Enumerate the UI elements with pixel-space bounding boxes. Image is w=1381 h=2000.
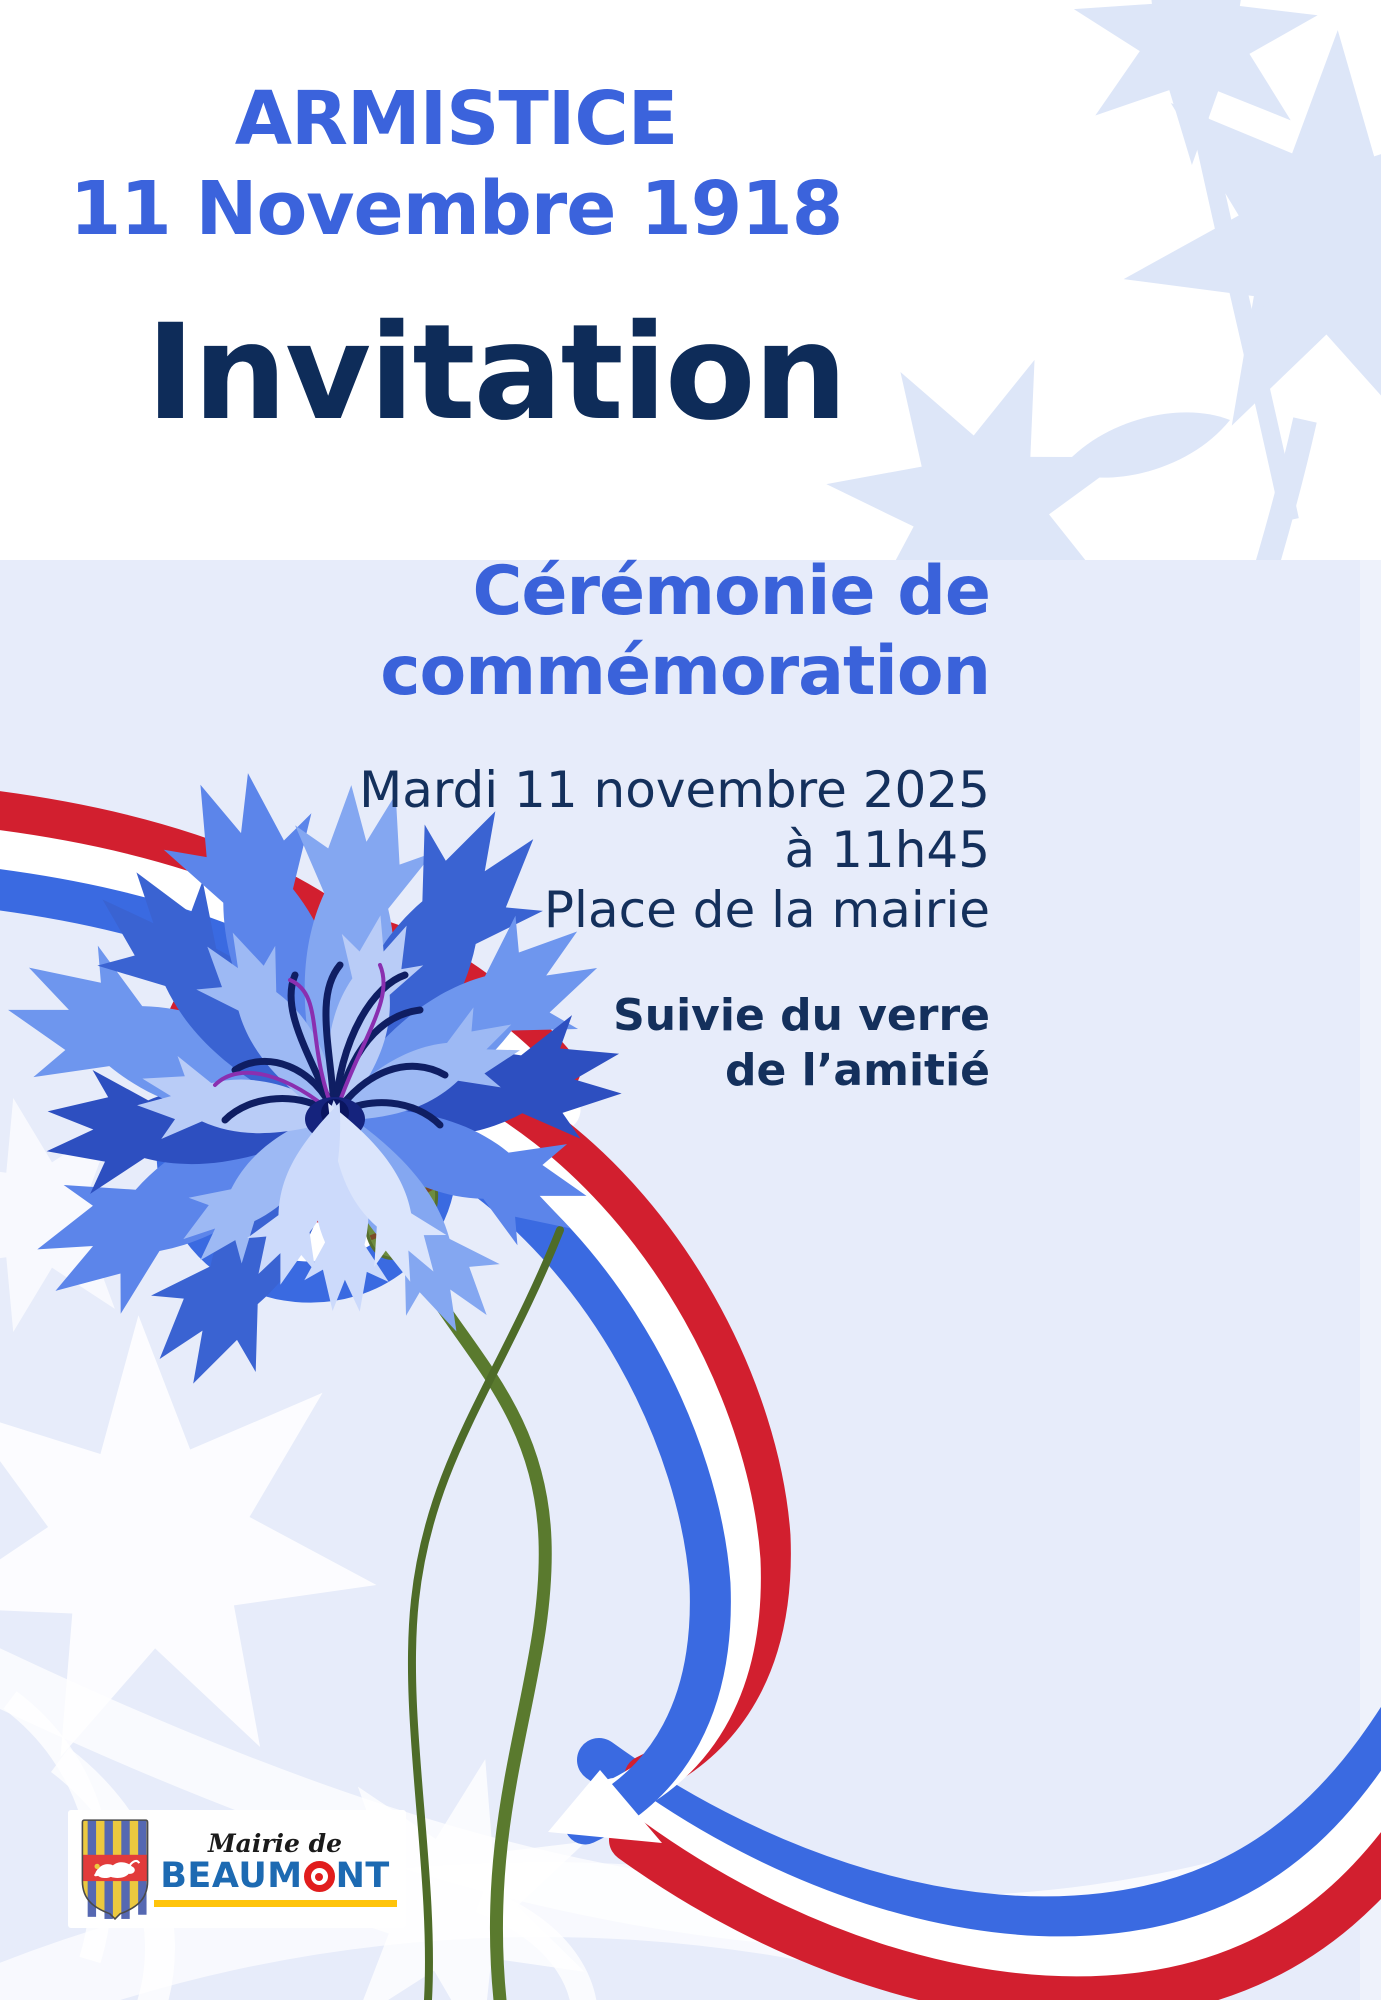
followup-line1: Suivie du verre xyxy=(613,990,990,1041)
logo-yellow-underline xyxy=(154,1900,397,1907)
ceremony-time: à 11h45 xyxy=(784,821,990,879)
mairie-logo-text xyxy=(150,1831,406,1906)
ceremony-followup xyxy=(10,988,990,1098)
armistice-line2: 11 Novembre 1918 xyxy=(69,166,843,253)
ceremony-details xyxy=(10,760,990,940)
beaumont-wordmark xyxy=(160,1856,390,1896)
beaumont-coat-of-arms-icon xyxy=(80,1818,150,1920)
ceremony-title xyxy=(10,552,990,712)
beaumont-name-end: NT xyxy=(335,1856,390,1897)
ceremony-place: Place de la mairie xyxy=(543,881,990,939)
mairie-script-label: Mairie de xyxy=(207,1829,343,1859)
armistice-heading xyxy=(0,74,912,255)
mairie-logo xyxy=(68,1810,406,1928)
armistice-line1: ARMISTICE xyxy=(234,76,678,162)
ceremony-title-line2: commémoration xyxy=(380,632,990,712)
ceremony-title-line1: Cérémonie de xyxy=(472,552,990,631)
invitation-title: Invitation xyxy=(146,296,846,450)
beaumont-name-start: BEAUM xyxy=(160,1856,303,1897)
beaumont-o-target-icon xyxy=(304,1861,335,1892)
ceremony-date: Mardi 11 novembre 2025 xyxy=(359,761,990,819)
beaumont-o-dot xyxy=(315,1873,323,1881)
followup-line2: de l’amitié xyxy=(724,1045,990,1096)
